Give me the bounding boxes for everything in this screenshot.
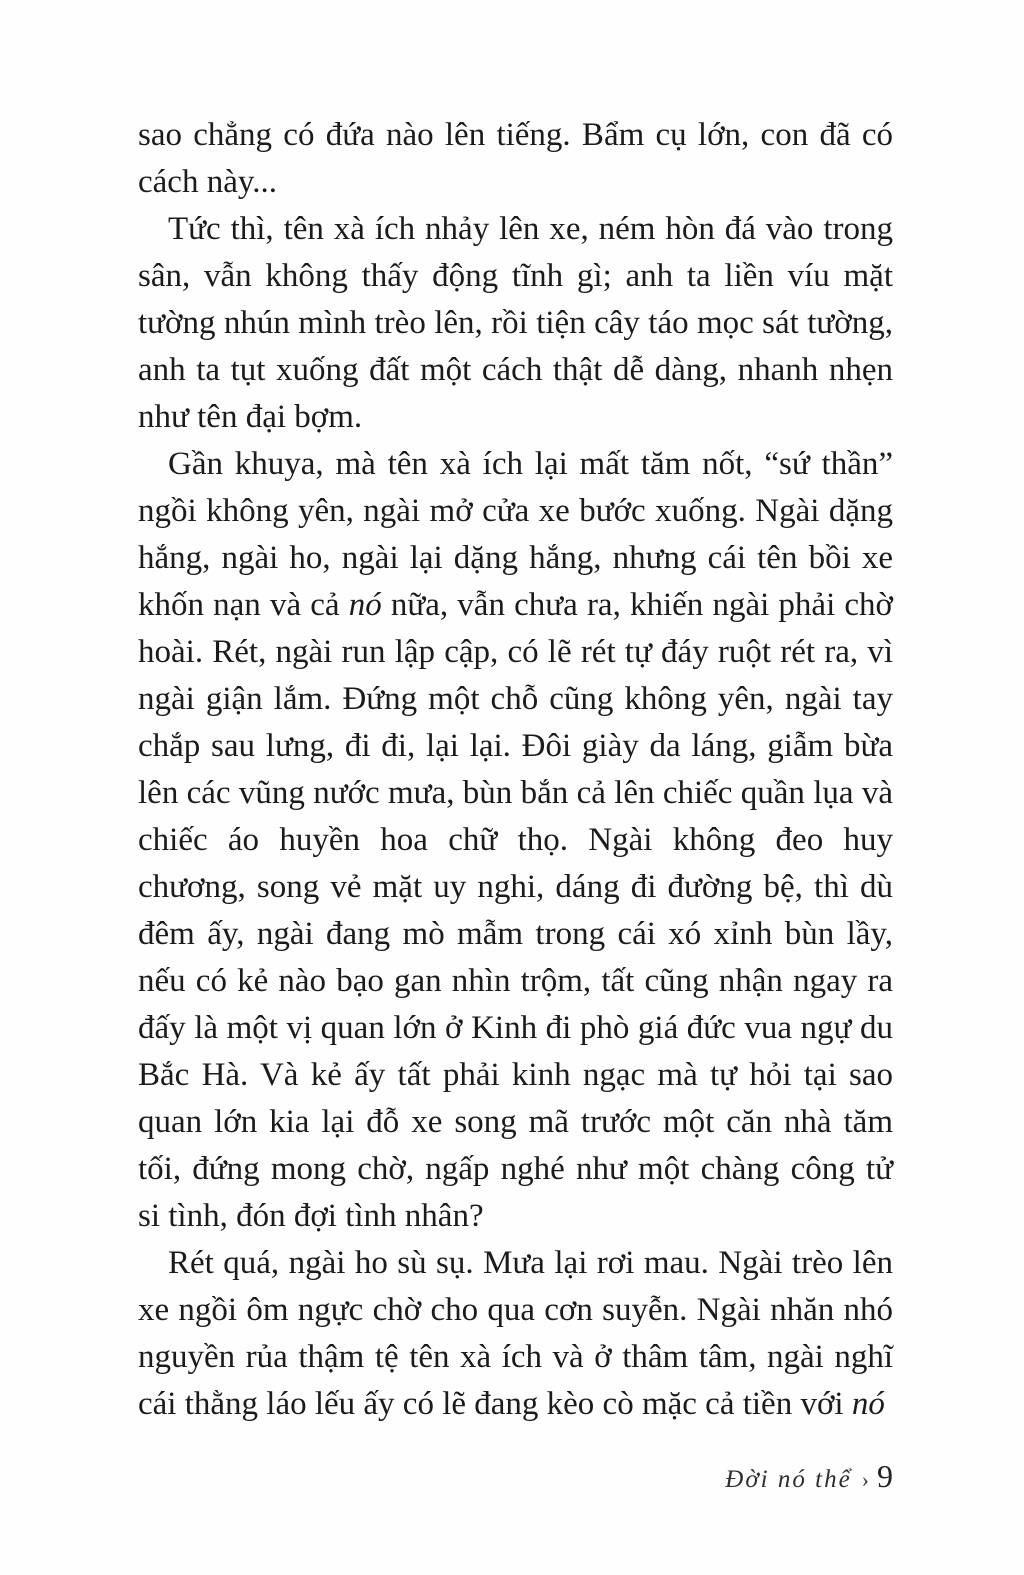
paragraph [138,206,893,441]
page-number: 9 [877,1458,893,1494]
page-text-body [138,112,893,1428]
italic-text-segment: nó [348,587,382,623]
paragraph [138,441,893,1240]
page-footer [138,1458,893,1495]
paragraph [138,112,893,206]
text-segment: Rét quá, ngài ho sù sụ. Mưa lại rơi mau. Ngài trèo lên xe ngồi ôm ngực chờ cho qua cơn suyễn. Ngài nhăn nhó nguyền rủa thậm tệ tên xà ích và ở thâm tâm, ngài nghĩ cái thằng láo lếu ấy có lẽ đang kèo cò mặc cả tiền với [138,1245,893,1422]
text-segment: Tức thì, tên xà ích nhảy lên xe, ném hòn đá vào trong sân, vẫn không thấy động tĩnh gì; anh ta liền víu mặt tường nhún mình trèo lên, rồi tiện cây táo mọc sát tường, anh ta tụt xuống đất một cách thật dễ dàng, nhanh nhẹn như tên đại bợm. [138,211,893,435]
italic-text-segment: nó [851,1386,885,1422]
text-segment: Gần khuya, mà tên xà ích lại mất tăm nốt, “sứ thần” ngồi không yên, ngài mở cửa xe bước xuống. Ngài dặng hắng, ngài ho, ngài lại dặng hắng, nhưng cái tên bồi xe khốn nạn và cả [138,446,893,623]
text-segment: sao chẳng có đứa nào lên tiếng. Bẩm cụ lớn, con đã có cách này... [138,117,893,200]
text-segment: nữa, vẫn chưa ra, khiến ngài phải chờ hoài. Rét, ngài run lập cập, có lẽ rét tự đáy ruột rét ra, vì ngài giận lắm. Đứng một chỗ cũng không yên, ngài tay chắp sau lưng, đi đi, lại lại. Đôi giày da láng, giẫm bừa lên các vũng nước mưa, bùn bắn cả lên chiếc quần lụa và chiếc áo huyền hoa chữ thọ. Ngài không đeo huy chương, song vẻ mặt uy nghi, dáng đi đường bệ, thì dù đêm ấy, ngài đang mò mẫm trong cái xó xỉnh bùn lầy, nếu có kẻ nào bạo gan nhìn trộm, tất cũng nhận ngay ra đấy là một vị quan lớn ở Kinh đi phò giá đức vua ngự du Bắc Hà. Và kẻ ấy tất phải kinh ngạc mà tự hỏi tại sao quan lớn kia lại đỗ xe song mã trước một căn nhà tăm tối, đứng mong chờ, ngấp nghé như một chàng công tử si tình, đón đợi tình nhân? [138,587,893,1234]
running-title: Đời nó thể [725,1466,852,1493]
paragraph [138,1240,893,1428]
footer-separator-icon: › [861,1467,869,1492]
